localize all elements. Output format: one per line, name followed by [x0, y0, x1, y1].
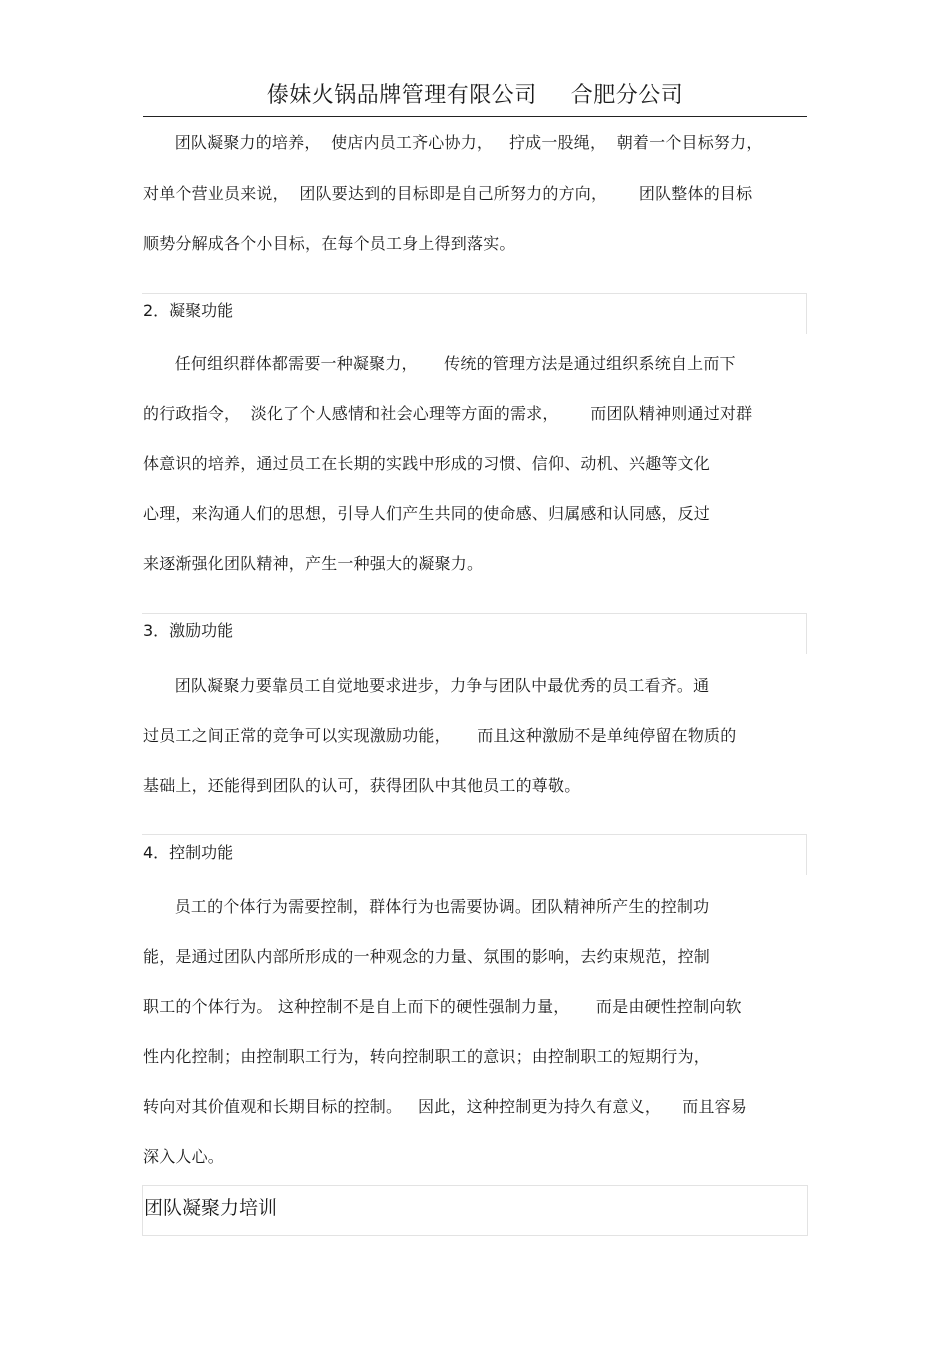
paragraph-line: 体意识的培养，通过员工在长期的实践中形成的习惯、信仰、动机、兴趣等文化 [143, 454, 711, 473]
paragraph-line: 员工的个体行为需要控制，群体行为也需要协调。团队精神所产生的控制功 [143, 897, 710, 916]
paragraph-line: 的行政指令， 淡化了个人感情和社会心理等方面的需求， 而团队精神则通过对群 [143, 404, 753, 423]
paragraph-line: 过员工之间正常的竞争可以实现激励功能， 而且这种激励不是单纯停留在物质的 [143, 726, 737, 745]
final-heading: 团队凝聚力培训 [144, 1197, 278, 1219]
final-heading-box [142, 1185, 808, 1236]
intro-line: 团队凝聚力的培养， 使店内员工齐心协力， 拧成一股绳， 朝着一个目标努力， [143, 133, 763, 152]
page-header [143, 78, 807, 117]
paragraph-line: 转向对其价值观和长期目标的控制。 因此，这种控制更为持久有意义， 而且容易 [143, 1097, 748, 1116]
section-heading: 3．激励功能 [143, 621, 234, 640]
section-heading: 2．凝聚功能 [143, 301, 234, 320]
section-heading: 4．控制功能 [143, 843, 234, 862]
paragraph-line: 心理，来沟通人们的思想，引导人们产生共同的使命感、归属感和认同感，反过 [143, 504, 711, 523]
paragraph-line: 深入人心。 [143, 1147, 225, 1166]
paragraph-line: 基础上，还能得到团队的认可，获得团队中其他员工的尊敬。 [143, 776, 581, 795]
company-name: 傣妹火锅品牌管理有限公司 [266, 83, 537, 108]
paragraph-line: 职工的个体行为。 这种控制不是自上而下的硬性强制力量， 而是由硬性控制向软 [143, 997, 742, 1016]
section-heading-box [142, 834, 807, 875]
section-heading-box [142, 293, 807, 334]
paragraph-line: 能，是通过团队内部所形成的一种观念的力量、氛围的影响，去约束规范，控制 [143, 947, 711, 966]
paragraph-line: 来逐渐强化团队精神，产生一种强大的凝聚力。 [143, 554, 484, 573]
intro-line: 顺势分解成各个小目标，在每个员工身上得到落实。 [143, 234, 516, 253]
branch-name: 合肥分公司 [570, 83, 684, 108]
intro-line: 对单个营业员来说， 团队要达到的目标即是自己所努力的方向， 团队整体的目标 [143, 184, 753, 203]
section-heading-box [142, 613, 807, 654]
paragraph-line: 团队凝聚力要靠员工自觉地要求进步，力争与团队中最优秀的员工看齐。通 [143, 676, 710, 695]
paragraph-line: 任何组织群体都需要一种凝聚力， 传统的管理方法是通过组织系统自上而下 [143, 354, 736, 373]
paragraph-line: 性内化控制；由控制职工行为，转向控制职工的意识；由控制职工的短期行为， [143, 1047, 711, 1066]
